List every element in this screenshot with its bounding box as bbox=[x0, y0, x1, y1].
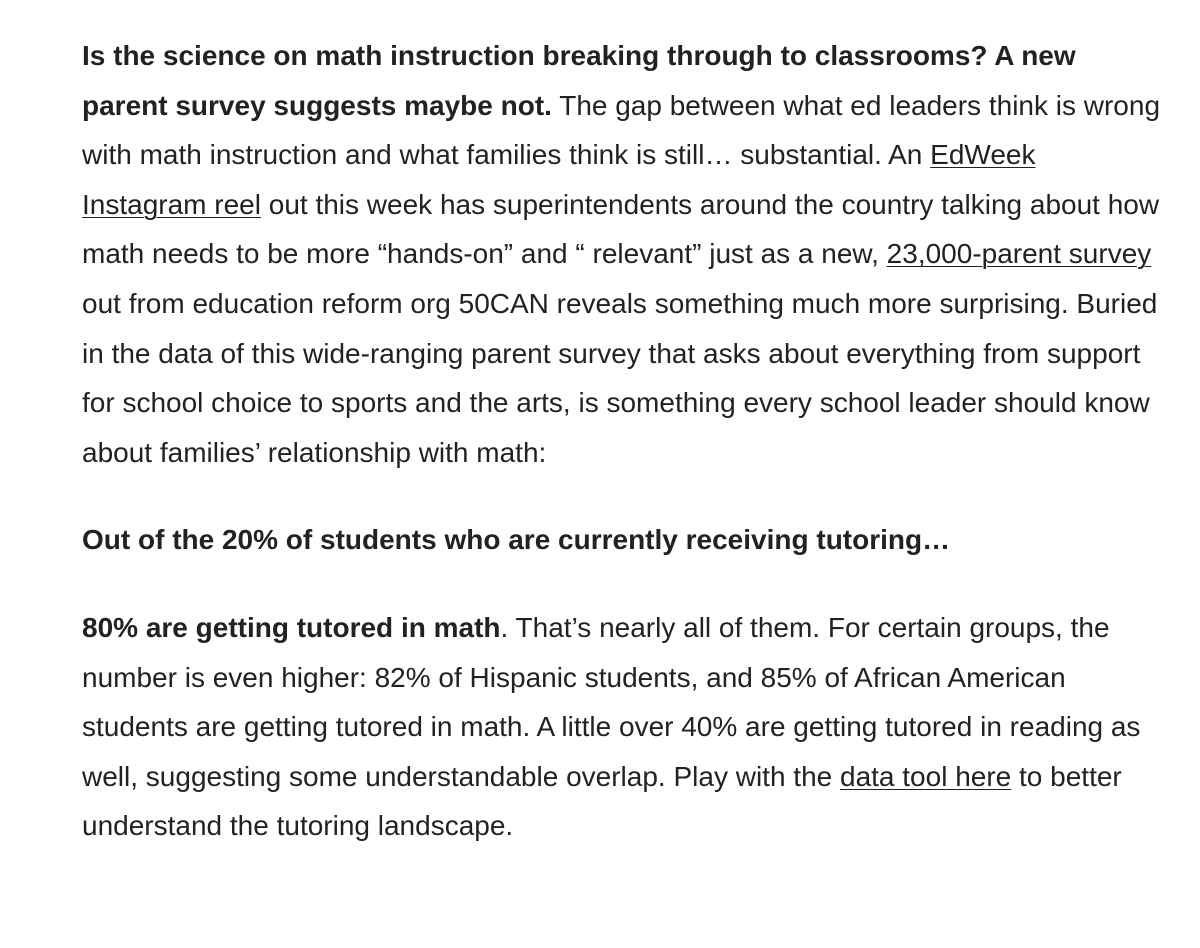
intro-text-3: out from education reform org 50CAN reveals something much more surprising. Buried in the data of this wide-ranging parent survey that asks about everything from support for school choice to sports and the arts, is something every school leader should know about families’ relationship with math: bbox=[82, 287, 1158, 468]
math-tutoring-text-1: . That’s nearly all of them. For certain groups, the number is even higher: 82% of Hispanic students, and 85% of African American students are getting tutored in math. A little over 40% are getting tutored in reading as well, suggesting some understandable overlap. Play with the bbox=[82, 611, 1141, 792]
math-tutoring-text-2: to better understand the tutoring landscape. bbox=[82, 760, 1122, 842]
edweek-instagram-link[interactable]: EdWeek Instagram reel bbox=[82, 139, 1036, 220]
intro-paragraph bbox=[82, 31, 1162, 477]
tutoring-heading-paragraph bbox=[82, 515, 1162, 565]
math-tutoring-paragraph bbox=[82, 603, 1162, 851]
parent-survey-link[interactable]: 23,000-parent survey bbox=[886, 238, 1152, 270]
tutoring-heading-bold: Out of the 20% of students who are currently receiving tutoring… bbox=[82, 524, 951, 556]
math-tutoring-lead-bold: 80% are getting tutored in math bbox=[82, 611, 501, 643]
intro-text-2: out this week has superintendents around the country talking about how math needs to be more “hands-on” and “ relevant” just as a new, bbox=[82, 188, 1160, 270]
data-tool-link[interactable]: data tool here bbox=[840, 760, 1012, 792]
intro-lead-bold: Is the science on math instruction breaking through to classrooms? A new parent survey suggests maybe not. bbox=[82, 40, 1076, 121]
article-body bbox=[82, 31, 1162, 851]
intro-text-1: The gap between what ed leaders think is wrong with math instruction and what families think is still… substantial. An bbox=[82, 89, 1161, 171]
